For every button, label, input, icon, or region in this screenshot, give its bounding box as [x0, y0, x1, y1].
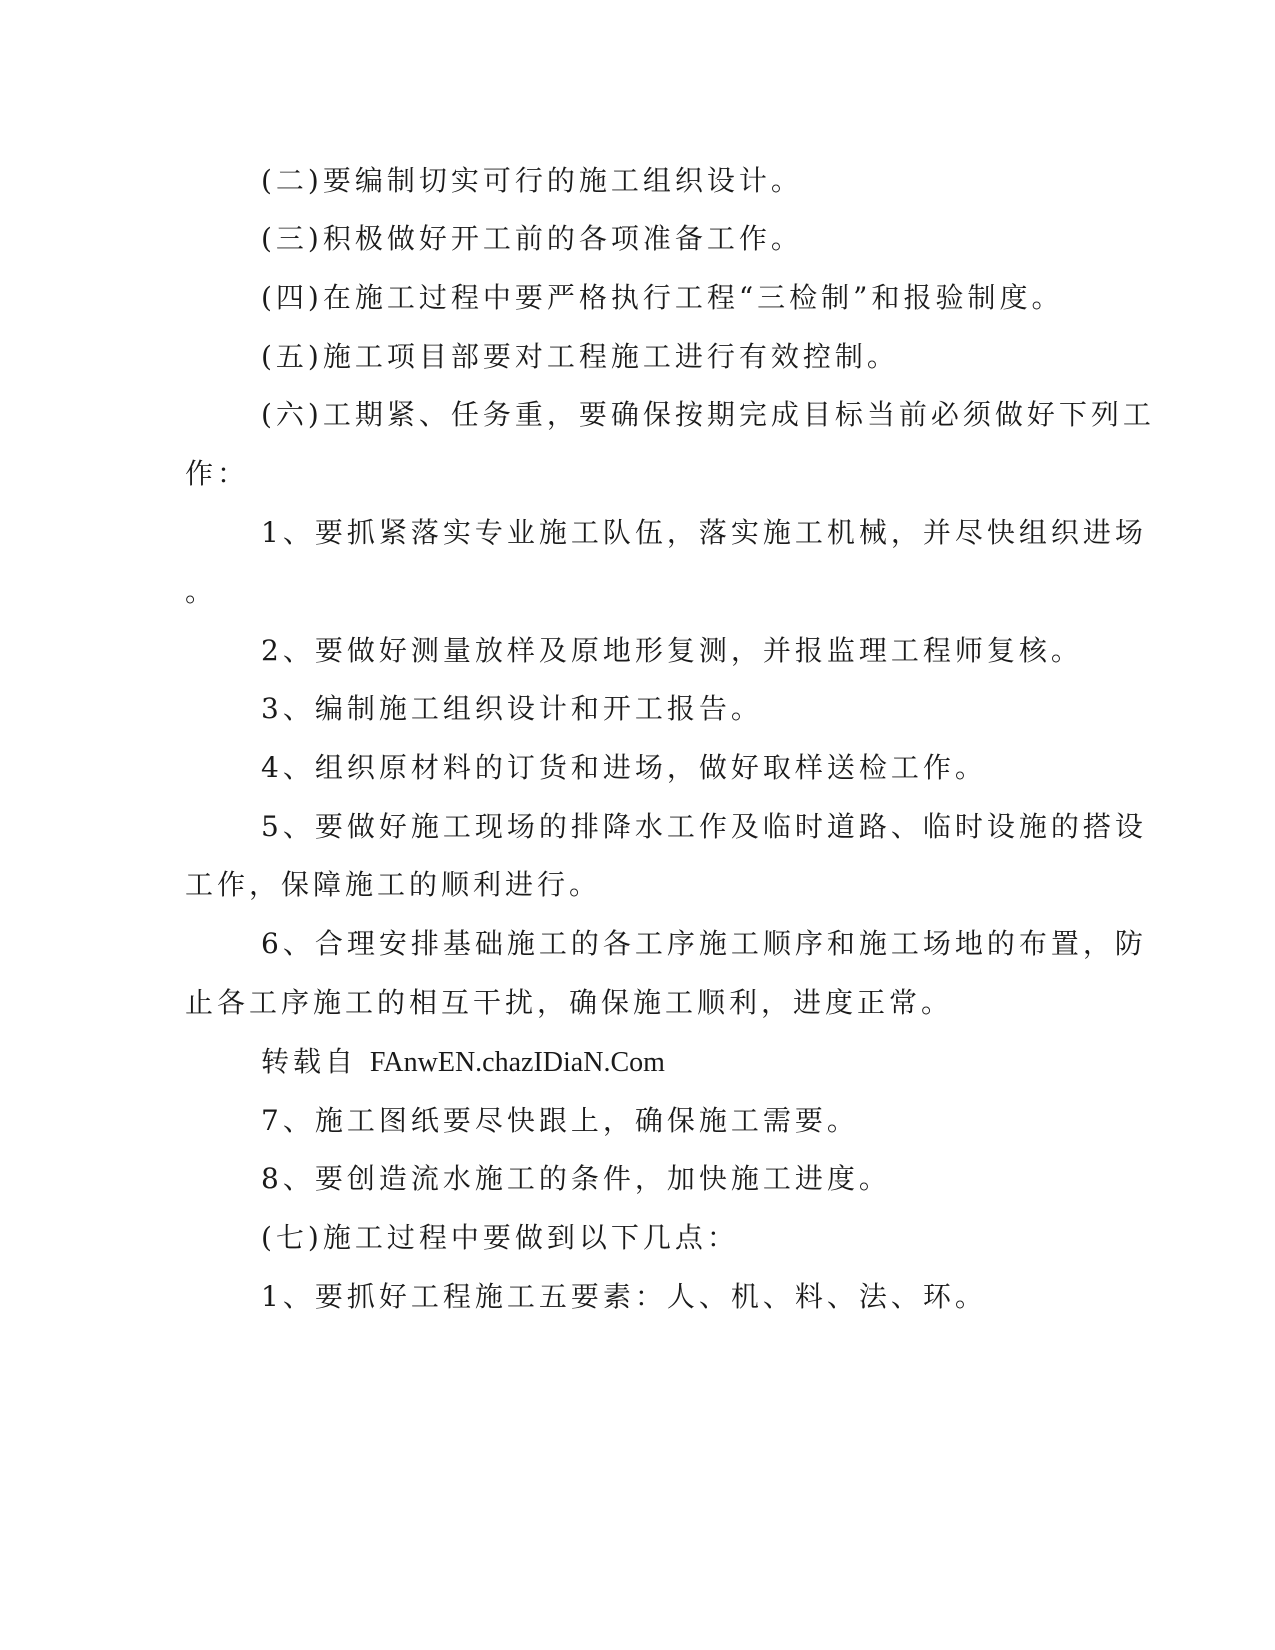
- list-item-3: 3、编制施工组织设计和开工报告。: [261, 692, 763, 725]
- list-item-1-second-list: 1、要抓好工程施工五要素：人、机、料、法、环。: [261, 1280, 987, 1313]
- list-item-8: 8、要创造流水施工的条件，加快施工进度。: [261, 1162, 891, 1195]
- source-prefix: 转载自: [261, 1045, 358, 1078]
- list-item-5-line-2: 工作，保障施工的顺利进行。: [185, 868, 602, 901]
- list-item-7: 7、施工图纸要尽快跟上，确保施工需要。: [261, 1104, 859, 1137]
- paragraph-item-4: (四)在施工过程中要严格执行工程“三检制”和报验制度。: [261, 281, 1064, 314]
- paragraph-item-6-line-1: (六)工期紧、任务重，要确保按期完成目标当前必须做好下列工: [261, 398, 1155, 431]
- list-item-4: 4、组织原材料的订货和进场，做好取样送检工作。: [261, 751, 987, 784]
- paragraph-item-5: (五)施工项目部要对工程施工进行有效控制。: [261, 340, 899, 373]
- paragraph-item-2: (二)要编制切实可行的施工组织设计。: [261, 164, 803, 197]
- source-note: [261, 1044, 1065, 1081]
- list-item-6-line-1: 6、合理安排基础施工的各工序施工顺序和施工场地的布置，防: [261, 927, 1147, 960]
- paragraph-item-7: (七)施工过程中要做到以下几点：: [261, 1221, 739, 1254]
- list-item-2: 2、要做好测量放样及原地形复测，并报监理工程师复核。: [261, 634, 1083, 667]
- list-item-5-line-1: 5、要做好施工现场的排降水工作及临时道路、临时设施的搭设: [261, 810, 1147, 843]
- list-item-6-line-2: 止各工序施工的相互干扰，确保施工顺利，进度正常。: [185, 986, 954, 1019]
- list-item-1-line-1: 1、要抓紧落实专业施工队伍，落实施工机械，并尽快组织进场: [261, 516, 1147, 549]
- paragraph-item-6-line-2: 作：: [185, 457, 250, 490]
- source-url: FAnwEN.chazIDiaN.Com: [369, 1047, 665, 1078]
- list-item-1-line-2: 。: [185, 575, 218, 608]
- paragraph-item-3: (三)积极做好开工前的各项准备工作。: [261, 222, 803, 255]
